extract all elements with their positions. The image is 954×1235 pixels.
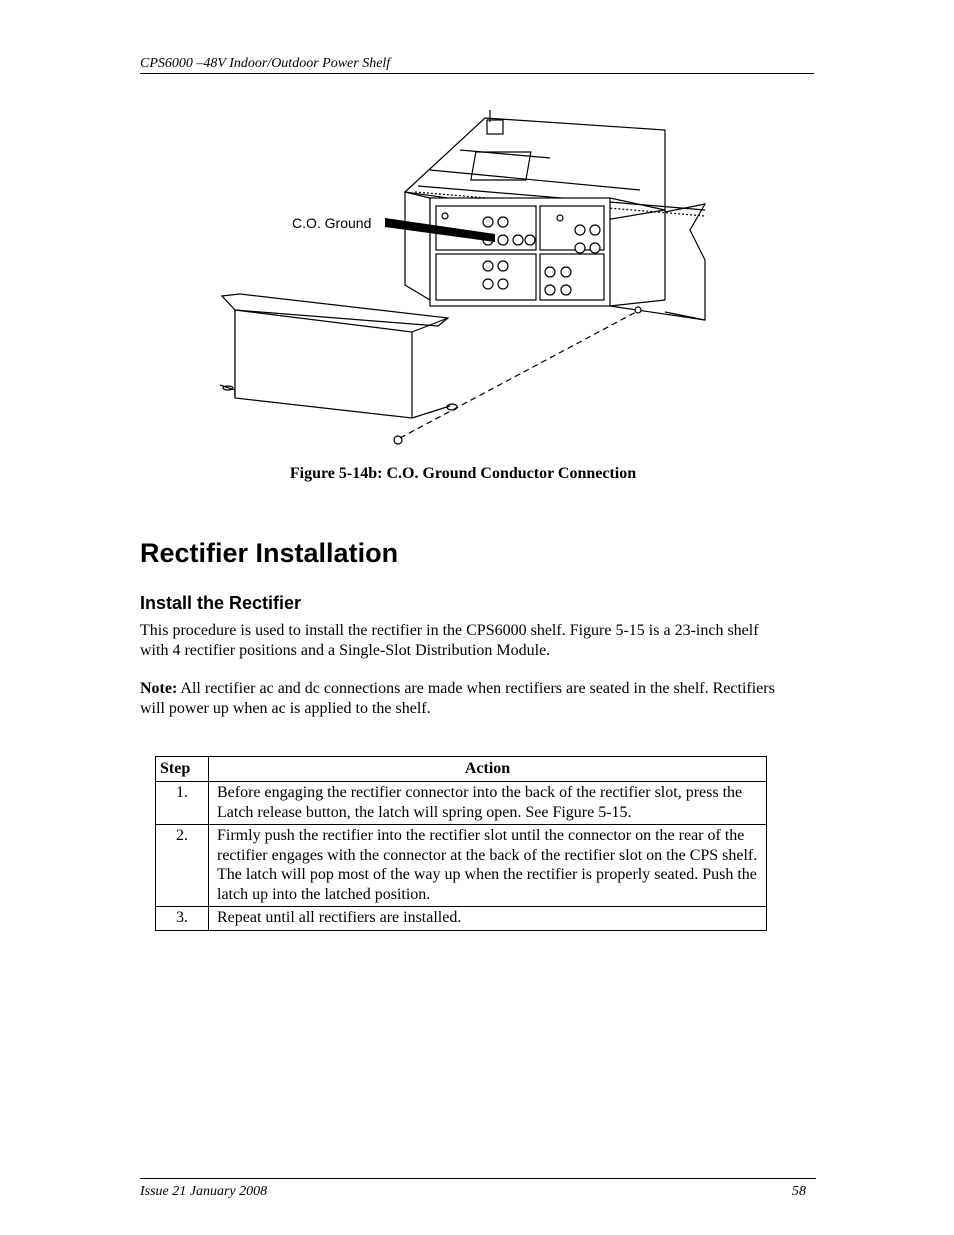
section-title: Rectifier Installation xyxy=(140,538,399,568)
figure-caption: Figure 5-14b: C.O. Ground Conductor Connection xyxy=(289,465,637,482)
procedure-table xyxy=(155,756,767,931)
table-row xyxy=(156,782,767,825)
page-footer xyxy=(140,1178,816,1200)
table-row xyxy=(156,907,767,931)
step-action: Before engaging the rectifier connector into the back of the rectifier slot, press the Latch release button, the latch will spring open. See Figure 5-15. xyxy=(209,782,767,825)
table-row xyxy=(156,825,767,907)
step-number: 2. xyxy=(156,825,209,907)
step-action: Firmly push the rectifier into the rectifier slot until the connector on the rear of the rectifier engages with the connector at the back of the rectifier slot on the CPS shelf. The latch will pop most of the way up when the rectifier is properly seated. Push the latch up into the latched position. xyxy=(209,825,767,907)
co-ground-label: C.O. Ground xyxy=(292,215,372,231)
page-number: 58 xyxy=(792,1184,806,1199)
note-label: Note: xyxy=(140,680,178,697)
subsection-title: Install the Rectifier xyxy=(140,593,302,613)
page-header: CPS6000 –48V Indoor/Outdoor Power Shelf xyxy=(140,56,814,74)
step-number: 3. xyxy=(156,907,209,931)
note-paragraph xyxy=(140,679,780,718)
step-header: Step xyxy=(156,757,209,782)
note-text: All rectifier ac and dc connections are made when rectifiers are seated in the shelf. Rectifiers will power up when ac is applied to the shelf. xyxy=(140,680,775,717)
action-header: Action xyxy=(209,757,767,782)
co-ground-figure xyxy=(200,100,740,460)
issue-date: Issue 21 January 2008 xyxy=(140,1184,268,1199)
step-number: 1. xyxy=(156,782,209,825)
intro-paragraph: This procedure is used to install the rectifier in the CPS6000 shelf. Figure 5-15 is a 23-inch shelf with 4 rectifier positions and a Single-Slot Distribution Module. xyxy=(140,622,759,659)
table-header-row xyxy=(156,757,767,782)
step-action: Repeat until all rectifiers are installed. xyxy=(209,907,767,931)
